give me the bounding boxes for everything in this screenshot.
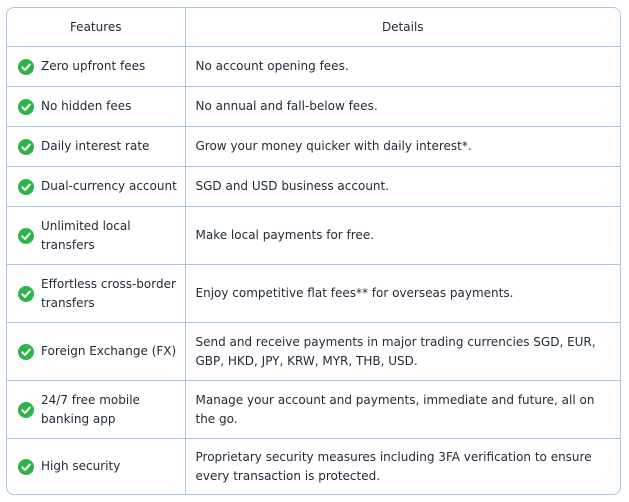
check-circle-icon	[18, 139, 34, 155]
feature-label: Daily interest rate	[41, 139, 150, 153]
table-row	[7, 207, 620, 265]
detail-cell: No account opening fees.	[185, 47, 620, 87]
feature-cell	[7, 87, 185, 127]
feature-cell	[7, 207, 185, 265]
detail-cell: SGD and USD business account.	[185, 167, 620, 207]
feature-cell	[7, 47, 185, 87]
table-row	[7, 439, 620, 495]
feature-label: High security	[41, 459, 121, 473]
detail-cell: Make local payments for free.	[185, 207, 620, 265]
feature-label: Dual-currency account	[41, 179, 177, 193]
check-circle-icon	[18, 179, 34, 195]
check-circle-icon	[18, 402, 34, 418]
detail-cell: Manage your account and payments, immediate and future, all on the go.	[185, 381, 620, 439]
table-header-row	[7, 8, 620, 47]
feature-label: 24/7 free mobile banking app	[41, 392, 140, 426]
detail-cell: Enjoy competitive flat fees** for overseas payments.	[185, 265, 620, 323]
detail-cell: No annual and fall-below fees.	[185, 87, 620, 127]
feature-cell	[7, 323, 185, 381]
check-circle-icon	[18, 99, 34, 115]
feature-label: Unlimited local transfers	[41, 218, 131, 252]
table-row	[7, 381, 620, 439]
check-circle-icon	[18, 286, 34, 302]
check-circle-icon	[18, 228, 34, 244]
check-circle-icon	[18, 344, 34, 360]
table-row	[7, 127, 620, 167]
feature-label: No hidden fees	[41, 99, 132, 113]
details-header: Details	[185, 8, 620, 47]
detail-cell: Proprietary security measures including 3FA verification to ensure every transaction is protected.	[195, 449, 592, 483]
table-row	[7, 323, 620, 381]
feature-cell	[7, 127, 185, 167]
features-header: Features	[7, 8, 185, 47]
feature-label: Foreign Exchange (FX)	[41, 344, 177, 358]
features-table-container	[6, 7, 621, 495]
table-row	[7, 167, 620, 207]
detail-cell: Grow your money quicker with daily interest*.	[185, 127, 620, 167]
feature-cell	[7, 381, 185, 439]
table-row	[7, 47, 620, 87]
feature-label: Effortless cross-border transfers	[41, 276, 176, 310]
check-circle-icon	[18, 459, 34, 475]
table-row	[7, 265, 620, 323]
feature-cell	[7, 167, 185, 207]
feature-cell	[7, 265, 185, 323]
check-circle-icon	[18, 59, 34, 75]
detail-cell: Send and receive payments in major trading currencies SGD, EUR, GBP, HKD, JPY, KRW, MYR, THB, USD.	[185, 323, 620, 381]
feature-label: Zero upfront fees	[41, 59, 146, 73]
feature-cell	[7, 439, 185, 495]
features-table	[7, 8, 620, 494]
table-row	[7, 87, 620, 127]
